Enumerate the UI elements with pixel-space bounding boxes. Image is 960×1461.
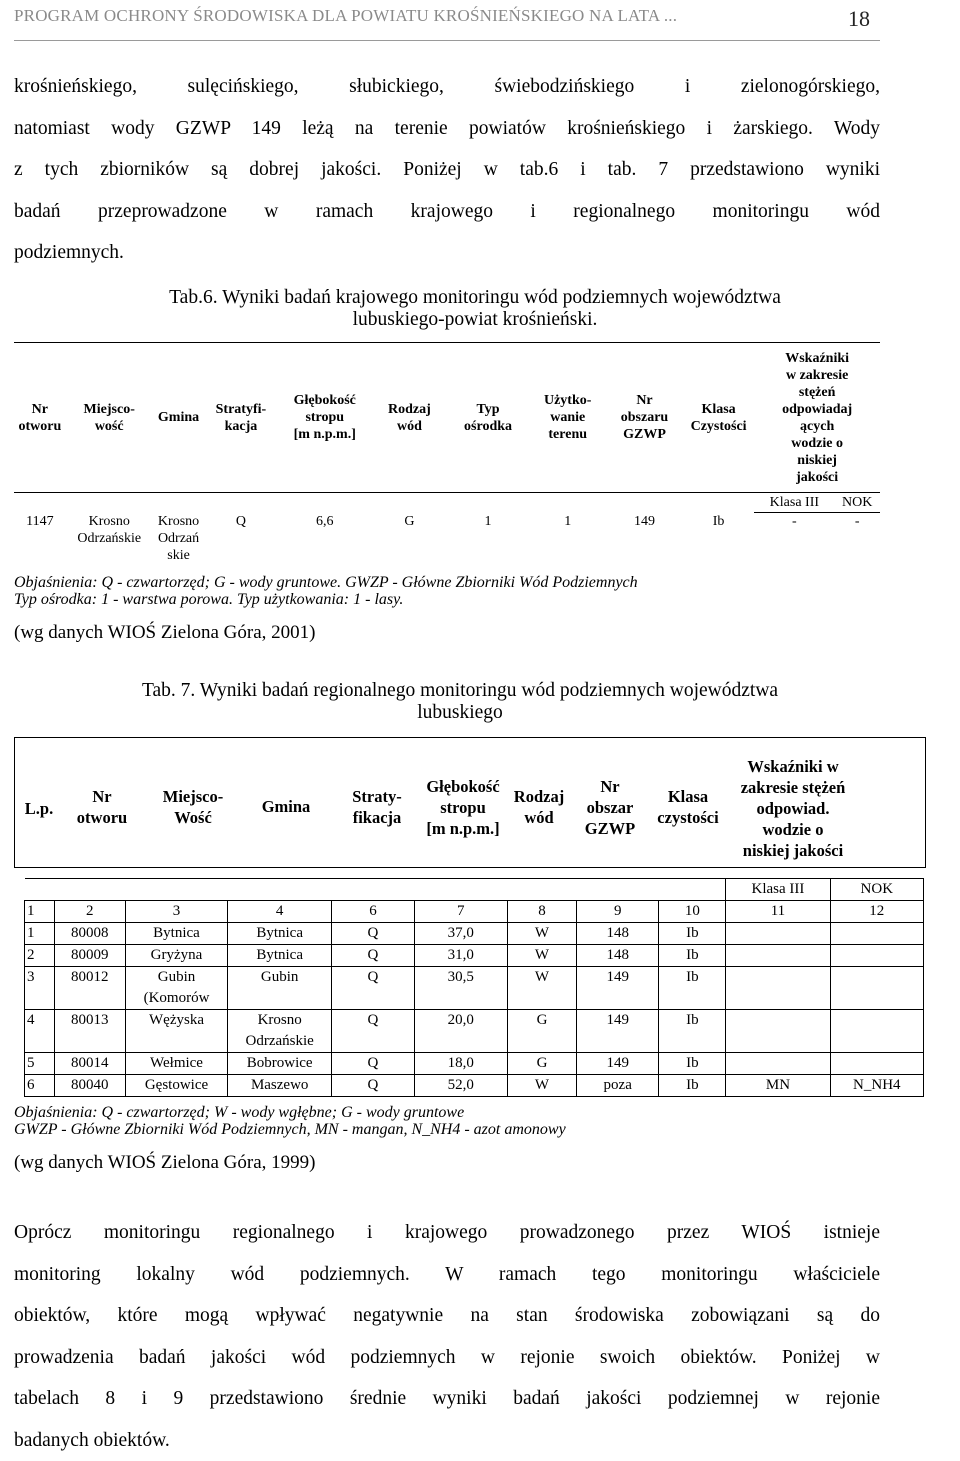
table7-header-cell: Rodzaj wód (509, 786, 569, 828)
table6-cell: 6,6 (277, 513, 372, 564)
closing-line: monitoring lokalny wód podziemnych. W ramach tego monitoringu właściciele (14, 1254, 880, 1296)
table7-cell: W (507, 1075, 576, 1097)
table6-header-cell: Użytko- wanie terenu (529, 343, 606, 493)
intro-line: badań przeprowadzone w ramach krajowego i regionalnego monitoringu wód (14, 191, 880, 233)
table7-row (25, 1010, 924, 1053)
table7-note-line: GWZP - Główne Zbiorniki Wód Podziemnych, MN - mangan, N_NH4 - azot amonowy (14, 1121, 566, 1138)
table6-title-line: Tab.6. Wyniki badań krajowego monitoringu wód podziemnych województwa (70, 287, 880, 309)
intro-line: krośnieńskiego, sulęcińskiego, słubickiego, świebodzińskiego i zielonogórskiego, (14, 66, 880, 108)
table7-cell: 80040 (54, 1075, 125, 1097)
table6-cell: 149 (606, 513, 683, 564)
table6-source: (wg danych WIOŚ Zielona Góra, 2001) (14, 622, 315, 644)
table7-cell: Q (332, 1010, 414, 1053)
table7-cell: Wełmice (125, 1053, 227, 1075)
table7-cell: 80008 (54, 923, 125, 945)
table7-header-cell: Straty- fikacja (337, 786, 417, 828)
table7-cell: Ib (659, 945, 726, 967)
table7-cell: Bobrowice (228, 1053, 332, 1075)
table6-note (14, 574, 638, 608)
table6-cell: 1147 (14, 513, 66, 564)
table7-cell: 1 (25, 901, 55, 923)
table7-cell (726, 1053, 830, 1075)
table7-cell: Krosno Odrzańskie (228, 1010, 332, 1053)
closing-line: Oprócz monitoringu regionalnego i krajowego prowadzonego przez WIOŚ istnieje (14, 1212, 880, 1254)
table7-header-cell: L.p. (19, 798, 59, 819)
table7-cell: G (507, 1010, 576, 1053)
table6-cell: 1 (447, 513, 530, 564)
table7-cell: 3 (125, 901, 227, 923)
table7-cell: poza (577, 1075, 659, 1097)
intro-line: natomiast wody GZWP 149 leżą na terenie powiatów krośnieńskiego i żarskiego. Wody (14, 108, 880, 150)
table6-cell: G (372, 513, 447, 564)
table6-header-cell: Gmina (153, 343, 205, 493)
table7 (24, 878, 924, 1097)
table7-cell (830, 923, 923, 945)
table7-source: (wg danych WIOŚ Zielona Góra, 1999) (14, 1152, 315, 1174)
table7-cell (726, 923, 830, 945)
table6-header-cell: Typ ośrodka (447, 343, 530, 493)
table6-note-line: Typ ośrodka: 1 - warstwa porowa. Typ użytkowania: 1 - lasy. (14, 591, 638, 608)
table6-header-cell: Wskaźniki w zakresie stężeń odpowiadaj ących wodzie o niskiej jakości (754, 343, 880, 493)
table7-cell: 149 (577, 1010, 659, 1053)
table7-cell: Ib (659, 1053, 726, 1075)
table7-cell: 2 (54, 901, 125, 923)
table7-cell (726, 967, 830, 1010)
table6-subheader-cell: Klasa III (754, 493, 834, 513)
table7-cell: Wężyska (125, 1010, 227, 1053)
table7-cell: 3 (25, 967, 55, 1010)
table6-subheader-row (14, 493, 880, 513)
table6-title (70, 287, 880, 331)
table6-header-cell: Głębokość stropu [m n.p.m.] (277, 343, 372, 493)
table7-cell: 148 (577, 945, 659, 967)
table7-note (14, 1104, 566, 1138)
table7-cell: Q (332, 923, 414, 945)
table7-cell: 37,0 (414, 923, 507, 945)
table6-header-row (14, 343, 880, 493)
table7-row (25, 1075, 924, 1097)
intro-line: z tych zbiorników są dobrej jakości. Poniżej w tab.6 i tab. 7 przedstawiono wyniki (14, 149, 880, 191)
intro-line: podziemnych. (14, 232, 880, 274)
table7-cell: 2 (25, 945, 55, 967)
table7-cell: 4 (228, 901, 332, 923)
closing-line: obiektów, które mogą wpływać negatywnie na stan środowiska zobowiązani są do (14, 1295, 880, 1337)
table7-cell: 7 (414, 901, 507, 923)
intro-paragraph (14, 66, 880, 274)
table7-cell: 31,0 (414, 945, 507, 967)
table7-cell: Ib (659, 923, 726, 945)
table7-row (25, 967, 924, 1010)
table7-cell: W (507, 967, 576, 1010)
table7-cell: Ib (659, 1075, 726, 1097)
table6-header-cell: Nr otworu (14, 343, 66, 493)
table7-cell (726, 1010, 830, 1053)
table7-title (40, 680, 880, 724)
table7-cell: Gubin (228, 967, 332, 1010)
table7-title-line: Tab. 7. Wyniki badań regionalnego monitoringu wód podziemnych województwa (40, 680, 880, 702)
table7-cell: 11 (726, 901, 830, 923)
table7-cell: 52,0 (414, 1075, 507, 1097)
table7-cell: 6 (332, 901, 414, 923)
table7-cell: 80012 (54, 967, 125, 1010)
table7-header-cell: Nr otworu (67, 786, 137, 828)
table6-header-cell: Miejsco- wość (66, 343, 153, 493)
table7-cell: 80014 (54, 1053, 125, 1075)
table6-header-cell: Stratyfi- kacja (204, 343, 277, 493)
table7-cell: 20,0 (414, 1010, 507, 1053)
table6-cell: Q (204, 513, 277, 564)
table7-cell: Gryżyna (125, 945, 227, 967)
table7-header-cell: Miejsco- Wość (145, 786, 241, 828)
page-number: 18 (848, 6, 870, 32)
closing-paragraph (14, 1212, 880, 1461)
table7-row (25, 945, 924, 967)
table7-cell: 149 (577, 967, 659, 1010)
table7-cell: W (507, 923, 576, 945)
table7-header-cell: Głębokość stropu [m n.p.m.] (419, 776, 507, 839)
header-rule (14, 40, 880, 41)
table7-cell (830, 1053, 923, 1075)
table7-note-line: Objaśnienia: Q - czwartorzęd; W - wody wgłębne; G - wody gruntowe (14, 1104, 566, 1121)
table7-cell: 80009 (54, 945, 125, 967)
table6-subheader-cell: NOK (834, 493, 880, 513)
table7-title-line: lubuskiego (40, 702, 880, 724)
running-header: PROGRAM OCHRONY ŚRODOWISKA DLA POWIATU KROŚNIEŃSKIEGO NA LATA ... (14, 6, 677, 26)
table7-cell: Gęstowice (125, 1075, 227, 1097)
closing-line: prowadzenia badań jakości wód podziemnych w rejonie swoich obiektów. Poniżej w (14, 1337, 880, 1379)
table7-cell: 5 (25, 1053, 55, 1075)
table7-header-cell: Nr obszar GZWP (575, 776, 645, 839)
table7-cell: Bytnica (125, 923, 227, 945)
table7-cell: 149 (577, 1053, 659, 1075)
table7-cell (830, 945, 923, 967)
table7-cell: 148 (577, 923, 659, 945)
table6 (14, 342, 880, 564)
table6-cell: Krosno Odrzańskie (66, 513, 153, 564)
table6-cell: 1 (529, 513, 606, 564)
table7-subheader-cell: NOK (830, 879, 923, 901)
table7-header (14, 737, 926, 868)
table6-cell: - (834, 513, 880, 564)
table7-cell: Q (332, 945, 414, 967)
table7-cell: 9 (577, 901, 659, 923)
table6-cell: Krosno Odrzań skie (153, 513, 205, 564)
table6-header-cell: Klasa Czystości (683, 343, 754, 493)
closing-line: tabelach 8 i 9 przedstawiono średnie wyniki badań jakości podziemnej w rejonie (14, 1378, 880, 1420)
table7-subheader-cell: Klasa III (726, 879, 830, 901)
table6-note-line: Objaśnienia: Q - czwartorzęd; G - wody gruntowe. GWZP - Główne Zbiorniki Wód Podziemnych (14, 574, 638, 591)
table6-header-cell: Nr obszaru GZWP (606, 343, 683, 493)
table7-cell: W (507, 945, 576, 967)
table6-cell: - (754, 513, 834, 564)
table7-row (25, 1053, 924, 1075)
table6-cell: Ib (683, 513, 754, 564)
table7-cell (830, 967, 923, 1010)
table7-cell: 6 (25, 1075, 55, 1097)
table7-cell: 18,0 (414, 1053, 507, 1075)
table7-cell: MN (726, 1075, 830, 1097)
table7-cell: Q (332, 967, 414, 1010)
table7-cell: 80013 (54, 1010, 125, 1053)
table7-cell: Q (332, 1075, 414, 1097)
table7-cell: Ib (659, 967, 726, 1010)
table6-data-row (14, 513, 880, 564)
table7-cell (726, 945, 830, 967)
table7-cell: N_NH4 (830, 1075, 923, 1097)
table7-cell: 1 (25, 923, 55, 945)
table6-title-line: lubuskiego-powiat krośnieński. (70, 309, 880, 331)
table7-cell (830, 1010, 923, 1053)
table7-cell: Bytnica (228, 923, 332, 945)
table7-header-cell: Klasa czystości (653, 786, 723, 828)
table7-rows (25, 923, 924, 1097)
table7-cell: 12 (830, 901, 923, 923)
table7-cell: Maszewo (228, 1075, 332, 1097)
table7-cell: Ib (659, 1010, 726, 1053)
table7-cell: 8 (507, 901, 576, 923)
table7-header-cell: Wskaźniki w zakresie stężeń odpowiad. wodzie o niskiej jakości (733, 756, 853, 861)
table7-cell: Q (332, 1053, 414, 1075)
table7-row (25, 923, 924, 945)
table7-cell: Bytnica (228, 945, 332, 967)
table7-cell: 30,5 (414, 967, 507, 1010)
table7-cell: 4 (25, 1010, 55, 1053)
table7-cell: G (507, 1053, 576, 1075)
closing-line: badanych obiektów. (14, 1420, 880, 1461)
table6-header-cell: Rodzaj wód (372, 343, 447, 493)
table7-cell: 10 (659, 901, 726, 923)
table7-subheader-row (25, 879, 924, 901)
table7-header-cell: Gmina (251, 796, 321, 817)
table7-cell: Gubin (Komorów (125, 967, 227, 1010)
table7-number-row (25, 901, 924, 923)
